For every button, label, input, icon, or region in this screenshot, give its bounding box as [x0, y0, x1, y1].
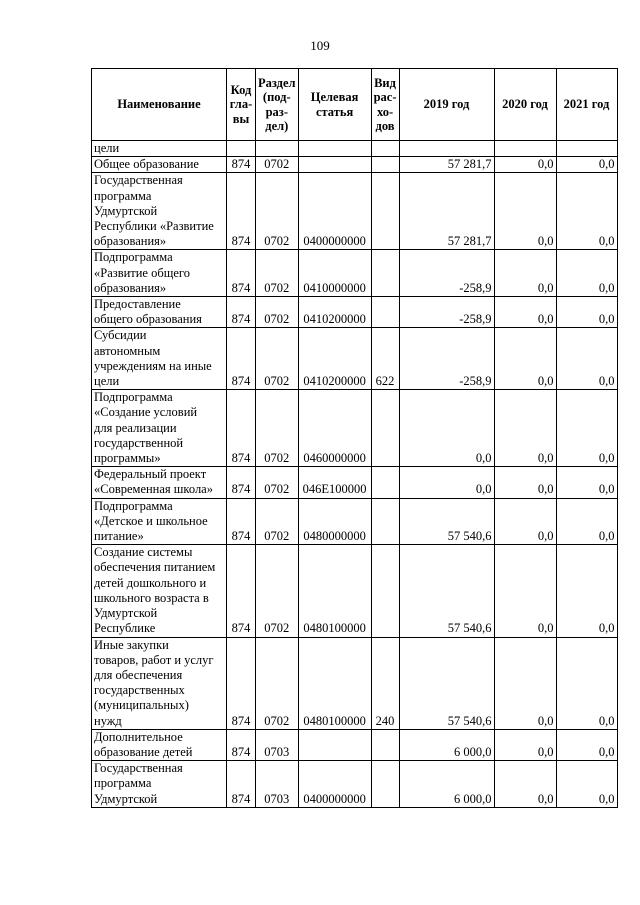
- cell-article: [298, 729, 371, 760]
- cell-section: 0702: [256, 498, 299, 545]
- cell-article: 0410000000: [298, 250, 371, 297]
- cell-y2020: [494, 141, 556, 157]
- cell-y2021: 0,0: [556, 761, 617, 808]
- header-name: Наименование: [92, 69, 227, 141]
- cell-code: 874: [227, 173, 256, 250]
- header-code: Код гла- вы: [227, 69, 256, 141]
- cell-kind: [371, 467, 399, 498]
- cell-name: Государственная программа Удмуртской Республики «Развитие образования»: [92, 173, 227, 250]
- cell-y2021: 0,0: [556, 328, 617, 390]
- table-row: [92, 328, 618, 390]
- cell-name: Общее образование: [92, 157, 227, 173]
- cell-y2020: 0,0: [494, 761, 556, 808]
- header-2020: 2020 год: [494, 69, 556, 141]
- cell-y2021: 0,0: [556, 157, 617, 173]
- cell-y2020: 0,0: [494, 328, 556, 390]
- cell-y2019: 57 540,6: [399, 545, 494, 637]
- cell-y2021: 0,0: [556, 250, 617, 297]
- cell-name: Государственная программа Удмуртской: [92, 761, 227, 808]
- cell-y2019: [399, 141, 494, 157]
- cell-kind: 622: [371, 328, 399, 390]
- header-2019: 2019 год: [399, 69, 494, 141]
- table-body: [92, 141, 618, 808]
- cell-section: 0702: [256, 173, 299, 250]
- cell-kind: [371, 729, 399, 760]
- cell-name: Иные закупки товаров, работ и услуг для обеспечения государственных (муниципальных) нужд: [92, 637, 227, 729]
- table-row: [92, 545, 618, 637]
- cell-article: 046E100000: [298, 467, 371, 498]
- cell-section: 0702: [256, 328, 299, 390]
- cell-section: [256, 141, 299, 157]
- cell-section: 0703: [256, 729, 299, 760]
- header-2021: 2021 год: [556, 69, 617, 141]
- cell-y2020: 0,0: [494, 173, 556, 250]
- cell-code: 874: [227, 390, 256, 467]
- cell-code: 874: [227, 297, 256, 328]
- cell-article: 0400000000: [298, 173, 371, 250]
- cell-kind: [371, 141, 399, 157]
- cell-kind: [371, 545, 399, 637]
- cell-y2021: 0,0: [556, 390, 617, 467]
- cell-section: 0702: [256, 157, 299, 173]
- cell-name: Субсидии автономным учреждениям на иные цели: [92, 328, 227, 390]
- cell-y2019: -258,9: [399, 297, 494, 328]
- cell-kind: [371, 498, 399, 545]
- page-number: 109: [310, 38, 330, 53]
- cell-article: 0410200000: [298, 297, 371, 328]
- cell-y2020: 0,0: [494, 390, 556, 467]
- cell-name: Предоставление общего образования: [92, 297, 227, 328]
- header-kind: Вид рас- хо- дов: [371, 69, 399, 141]
- cell-section: 0703: [256, 761, 299, 808]
- cell-article: 0400000000: [298, 761, 371, 808]
- cell-code: 874: [227, 498, 256, 545]
- cell-y2020: 0,0: [494, 250, 556, 297]
- table-row: [92, 390, 618, 467]
- cell-y2020: 0,0: [494, 545, 556, 637]
- cell-kind: [371, 297, 399, 328]
- cell-name: Создание системы обеспечения питанием детей дошкольного и школьного возраста в Удмуртской Республике: [92, 545, 227, 637]
- cell-kind: [371, 761, 399, 808]
- cell-y2020: 0,0: [494, 637, 556, 729]
- budget-table: [91, 68, 618, 808]
- table-row: [92, 157, 618, 173]
- cell-name: цели: [92, 141, 227, 157]
- cell-code: 874: [227, 250, 256, 297]
- cell-section: 0702: [256, 545, 299, 637]
- cell-name: Дополнительное образование детей: [92, 729, 227, 760]
- table-row: [92, 761, 618, 808]
- cell-y2020: 0,0: [494, 729, 556, 760]
- cell-code: 874: [227, 467, 256, 498]
- cell-y2019: 57 281,7: [399, 157, 494, 173]
- cell-section: 0702: [256, 297, 299, 328]
- table-row: [92, 729, 618, 760]
- cell-y2019: 6 000,0: [399, 761, 494, 808]
- table-row: [92, 173, 618, 250]
- cell-article: 0460000000: [298, 390, 371, 467]
- table-row: [92, 637, 618, 729]
- cell-y2021: [556, 141, 617, 157]
- cell-y2019: 57 540,6: [399, 637, 494, 729]
- header-row: [92, 69, 618, 141]
- cell-code: 874: [227, 637, 256, 729]
- cell-section: 0702: [256, 467, 299, 498]
- cell-name: Подпрограмма «Создание условий для реализации государственной программы»: [92, 390, 227, 467]
- cell-article: 0480000000: [298, 498, 371, 545]
- cell-y2021: 0,0: [556, 467, 617, 498]
- table-row: [92, 467, 618, 498]
- cell-y2021: 0,0: [556, 545, 617, 637]
- cell-y2020: 0,0: [494, 157, 556, 173]
- cell-y2019: 57 281,7: [399, 173, 494, 250]
- cell-y2019: 0,0: [399, 390, 494, 467]
- cell-y2019: -258,9: [399, 250, 494, 297]
- cell-name: Подпрограмма «Развитие общего образования»: [92, 250, 227, 297]
- cell-y2021: 0,0: [556, 498, 617, 545]
- cell-code: 874: [227, 729, 256, 760]
- cell-y2021: 0,0: [556, 173, 617, 250]
- cell-y2019: 6 000,0: [399, 729, 494, 760]
- cell-code: 874: [227, 761, 256, 808]
- cell-y2020: 0,0: [494, 297, 556, 328]
- cell-article: 0410200000: [298, 328, 371, 390]
- cell-code: 874: [227, 328, 256, 390]
- table-row: [92, 297, 618, 328]
- cell-article: [298, 141, 371, 157]
- cell-kind: [371, 157, 399, 173]
- table-row: [92, 250, 618, 297]
- cell-article: 0480100000: [298, 545, 371, 637]
- cell-y2021: 0,0: [556, 637, 617, 729]
- cell-y2021: 0,0: [556, 729, 617, 760]
- cell-code: [227, 141, 256, 157]
- cell-article: [298, 157, 371, 173]
- cell-y2019: 57 540,6: [399, 498, 494, 545]
- cell-kind: [371, 173, 399, 250]
- cell-section: 0702: [256, 637, 299, 729]
- cell-code: 874: [227, 545, 256, 637]
- cell-y2020: 0,0: [494, 498, 556, 545]
- cell-kind: [371, 250, 399, 297]
- header-article: Целевая статья: [298, 69, 371, 141]
- header-section: Раздел (под- раз- дел): [256, 69, 299, 141]
- cell-section: 0702: [256, 390, 299, 467]
- table-row: [92, 141, 618, 157]
- cell-y2020: 0,0: [494, 467, 556, 498]
- cell-kind: [371, 390, 399, 467]
- cell-kind: 240: [371, 637, 399, 729]
- cell-name: Подпрограмма «Детское и школьное питание»: [92, 498, 227, 545]
- cell-article: 0480100000: [298, 637, 371, 729]
- cell-y2019: 0,0: [399, 467, 494, 498]
- cell-section: 0702: [256, 250, 299, 297]
- cell-y2019: -258,9: [399, 328, 494, 390]
- cell-code: 874: [227, 157, 256, 173]
- table-row: [92, 498, 618, 545]
- cell-y2021: 0,0: [556, 297, 617, 328]
- cell-name: Федеральный проект «Современная школа»: [92, 467, 227, 498]
